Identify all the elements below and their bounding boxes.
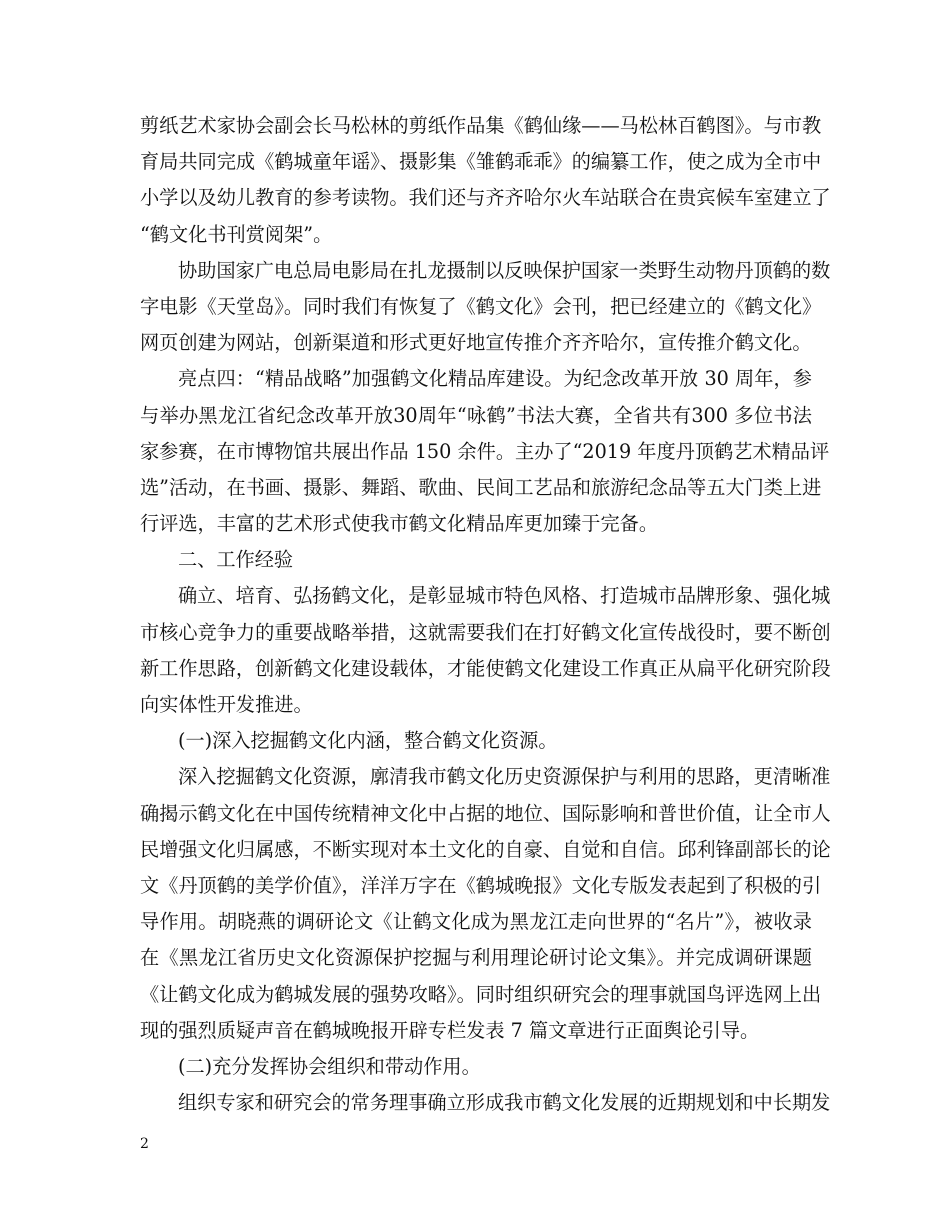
text-line: (二)充分发挥协会组织和带动作用。 (178, 1054, 481, 1078)
text-line: 确揭示鹤文化在中国传统精神文化中占据的地位、国际影响和普世价值，让全市人 (140, 801, 831, 825)
text-line: 导作用。胡晓燕的调研论文《让鹤文化成为黑龙江走向世界的“名片”》，被收录 (140, 910, 812, 934)
text-line: 市核心竞争力的重要战略举措，这就需要我们在打好鹤文化宣传战役时，要不断创 (140, 620, 831, 644)
page-number: 2 (140, 1136, 149, 1152)
text-line: 文《丹顶鹤的美学价值》，洋洋万字在《鹤城晚报》文化专版发表起到了积极的引 (140, 873, 822, 897)
text-line: 网页创建为网站，创新渠道和形式更好地宣传推介齐齐哈尔，宣传推介鹤文化。 (140, 331, 812, 355)
text-line: 深入挖掘鹤文化资源，廓清我市鹤文化历史资源保护与利用的思路，更清晰准 (178, 765, 831, 789)
text-line: 新工作思路，创新鹤文化建设载体，才能使鹤文化建设工作真正从扁平化研究阶段 (140, 656, 831, 680)
text-line: 育局共同完成《鹤城童年谣》、摄影集《雏鹤乖乖》的编纂工作，使之成为全市中 (140, 150, 822, 174)
text-line: 与举办黑龙江省纪念改革开放30周年“咏鹤”书法大赛，全省共有300 多位书法 (140, 403, 812, 427)
text-line: 确立、培育、弘扬鹤文化，是彰显城市特色风格、打造城市品牌形象、强化城 (178, 584, 831, 608)
text-line: 民增强文化归属感，不断实现对本土文化的自豪、自觉和自信。邱利锋副部长的论 (140, 837, 831, 861)
text-line: 二、工作经验 (178, 548, 294, 572)
text-line: 行评选，丰富的艺术形式使我市鹤文化精品库更加臻于完备。 (140, 512, 659, 536)
text-line: 向实体性开发推进。 (140, 693, 313, 716)
text-line: 现的强烈质疑声音在鹤城晚报开辟专栏发表 7 篇文章进行正面舆论引导。 (140, 1018, 760, 1042)
text-line: 组织专家和研究会的常务理事确立形成我市鹤文化发展的近期规划和中长期发 (178, 1091, 831, 1115)
text-line: (一)深入挖掘鹤文化内涵，整合鹤文化资源。 (178, 729, 558, 753)
text-line: 在《黑龙江省历史文化资源保护挖掘与利用理论研讨论文集》。并完成调研课题 (140, 946, 812, 970)
text-line: 家参赛，在市博物馆共展出作品 150 余件。主办了“2019 年度丹顶鹤艺术精品评 (140, 439, 830, 463)
text-line: 字电影《天堂岛》。同时我们有恢复了《鹤文化》会刊，把已经建立的《鹤文化》 (140, 294, 822, 318)
text-line: 选”活动，在书画、摄影、舞蹈、歌曲、民间工艺品和旅游纪念品等五大门类上进 (140, 475, 822, 499)
text-line: 小学以及幼儿教育的参考读物。我们还与齐齐哈尔火车站联合在贵宾候车室建立了 (140, 186, 831, 210)
text-line: “鹤文化书刊赏阅架”。 (140, 222, 333, 246)
text-line: 《让鹤文化成为鹤城发展的强势攻略》。同时组织研究会的理事就国鸟评选网上出 (140, 982, 822, 1006)
text-line: 亮点四：“精品战略”加强鹤文化精品库建设。为纪念改革开放 30 周年，参 (178, 367, 812, 391)
text-line: 剪纸艺术家协会副会长马松林的剪纸作品集《鹤仙缘——马松林百鹤图》。与市教 (140, 114, 822, 137)
body-text (140, 108, 831, 1121)
text-line: 协助国家广电总局电影局在扎龙摄制以反映保护国家一类野生动物丹顶鹤的数 (178, 258, 831, 282)
